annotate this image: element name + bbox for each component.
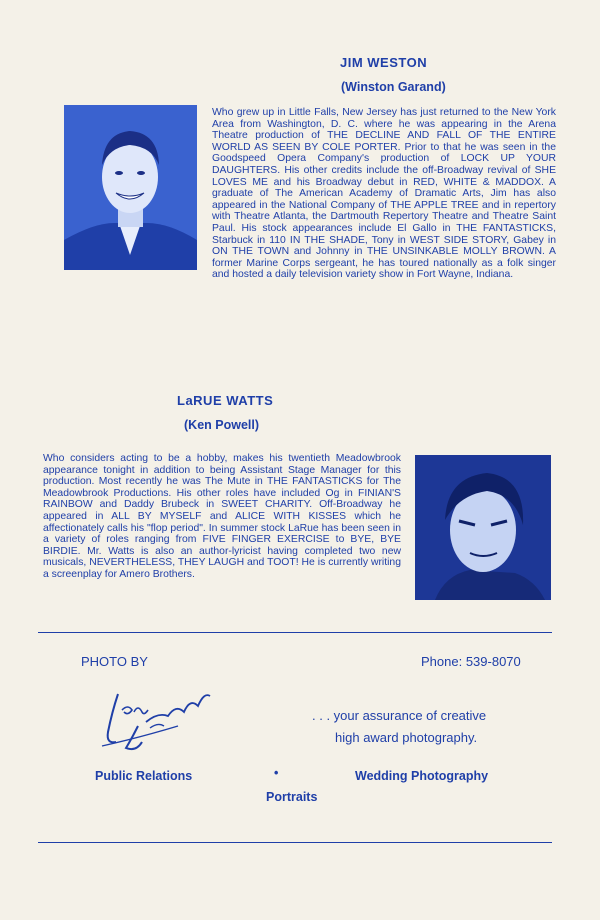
signature-icon bbox=[98, 682, 216, 754]
tagline-line-1: . . . your assurance of creative bbox=[312, 708, 487, 723]
wedding-photography-label: Wedding Photography bbox=[355, 769, 489, 783]
watts-bio: Who considers acting to be a hobby, makes his twentieth Meadowbrook appearance tonight in addition to being Assistant Stage Manager for this production. Most recently he was The Mute in THE FANTASTICKS for The Meadowbrook Productions. His other roles have included Og in FINIAN'S RAINBOW and Daddy Brubeck in SWEET CHARITY. Off-Broadway he appeared in ALL BY MYSELF and ALICE WITH KISSES which he affectionately calls his "flop period". In summer stock LaRue has been seen in a variety of roles ranging from FIVE FINGER EXERCISE to BYE, BYE BIRDIE. Mr. Watts is also an author-lyricist having completed two new musicals, NEVERTHELESS, THEY LAUGH and TOOT! He is currently writing a screenplay for Amero Brothers. bbox=[43, 453, 401, 580]
tagline-line-2: high award photography. bbox=[335, 730, 478, 745]
phone-number: Phone: 539-8070 bbox=[421, 654, 521, 669]
top-divider bbox=[38, 632, 552, 633]
photo-by-label: PHOTO BY bbox=[81, 654, 148, 669]
weston-bio: Who grew up in Little Falls, New Jersey has just returned to the New York Area from Washington, D. C. where he was appearing in the Arena Theatre production of THE DECLINE AND FALL OF THE ENTIRE WORLD AS SEEN BY COLE PORTER. Prior to that he was seen in the Goodspeed Opera Company's production of LOCK UP YOUR DAUGHTERS. His other credits include the off-Broadway revival of SHE LOVES ME and his Broadway debut in RED, WHITE & MADDOX. A graduate of The American Academy of Dramatic Arts, Jim has also appeared in the National Company of THE APPLE TREE and in repertory with Theatre Atlanta, the Dartmouth Repertory Theatre and Theatre Saint Paul. His stock appearances include El Gallo in THE FANTASTICKS, Starbuck in 110 IN THE SHADE, Tony in WEST SIDE STORY, Gabey in ON THE TOWN and Johnny in THE UNSINKABLE MOLLY BROWN. A former Marine Corps sergeant, he has toured nationally as a folk singer and hosted a daily television variety show in Fort Wayne, Indiana. bbox=[212, 107, 556, 281]
public-relations-label: Public Relations bbox=[95, 769, 193, 783]
portraits-label: Portraits bbox=[266, 790, 318, 804]
weston-name: JIM WESTON bbox=[340, 55, 428, 70]
len-leonards-signature-logo bbox=[98, 682, 216, 754]
watts-photo bbox=[415, 455, 551, 600]
bullet-separator: • bbox=[274, 766, 279, 780]
watts-name: LaRUE WATTS bbox=[177, 393, 274, 408]
weston-portrait-icon bbox=[64, 105, 197, 270]
bottom-divider bbox=[38, 842, 552, 843]
watts-portrait-icon bbox=[415, 455, 551, 600]
weston-photo bbox=[64, 105, 197, 270]
watts-role: (Ken Powell) bbox=[184, 418, 260, 432]
weston-role: (Winston Garand) bbox=[341, 80, 446, 94]
